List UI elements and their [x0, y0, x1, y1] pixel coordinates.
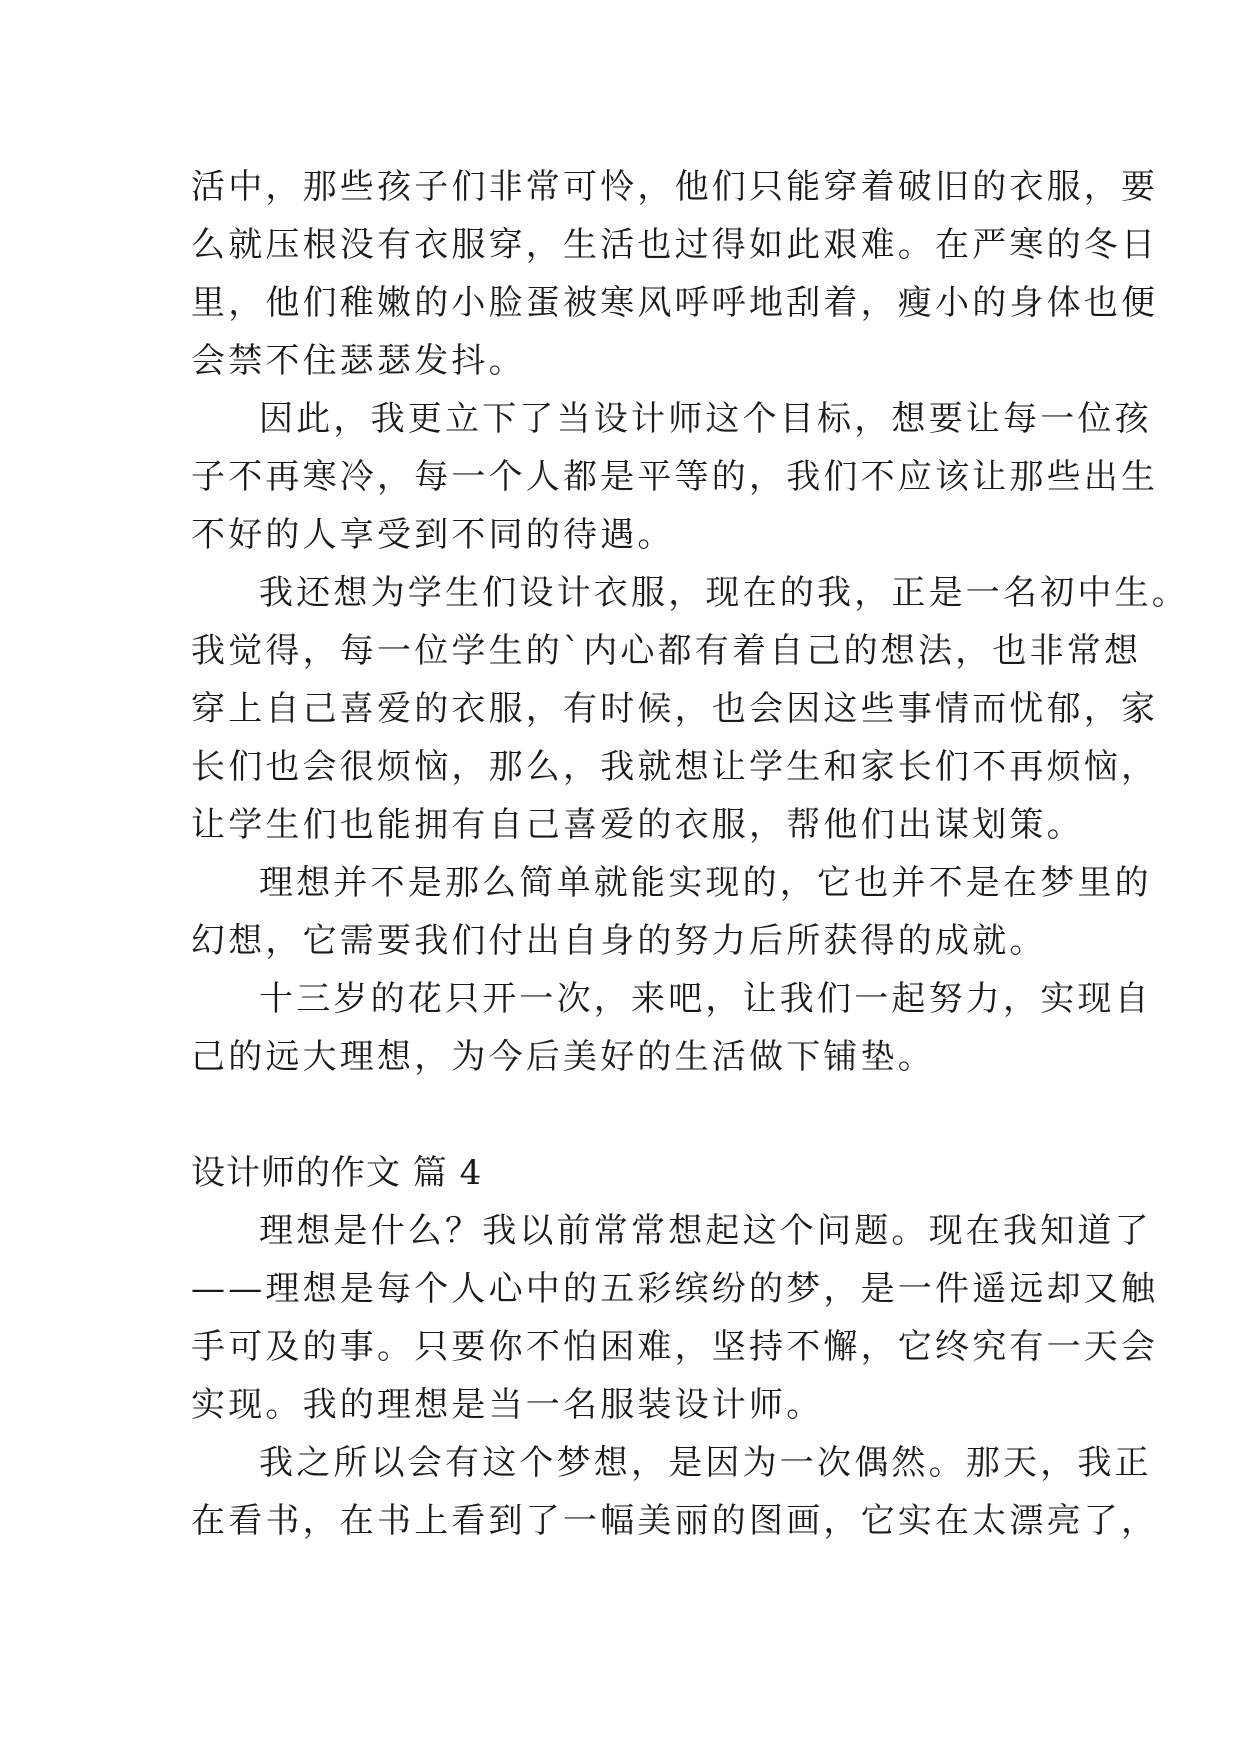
text-line: 十三岁的花只开一次，来吧，让我们一起努力，实现自: [259, 979, 1152, 1019]
text-line: 活中，那些孩子们非常可怜，他们只能穿着破旧的衣服，要: [191, 167, 1159, 207]
text-line: 我还想为学生们设计衣服，现在的我，正是一名初中生。: [259, 573, 1189, 613]
document-page: [191, 158, 1189, 1550]
text-line: 么就压根没有衣服穿，生活也过得如此艰难。在严寒的冬日: [191, 225, 1159, 265]
text-line: 里，他们稚嫩的小脸蛋被寒风呼呼地刮着，瘦小的身体也便: [191, 283, 1159, 323]
section-heading: 设计师的作文 篇 4: [191, 1153, 483, 1193]
text-line: 会禁不住瑟瑟发抖。: [191, 341, 526, 381]
text-line: 长们也会很烦恼，那么，我就想让学生和家长们不再烦恼，: [191, 747, 1159, 787]
paragraph: [191, 1434, 1159, 1550]
text-line: 理想并不是那么简单就能实现的，它也并不是在梦里的: [259, 863, 1152, 903]
paragraph: [191, 970, 1152, 1086]
paragraph: [191, 1202, 1159, 1434]
text-line: 子不再寒冷，每一个人都是平等的，我们不应该让那些出生: [191, 457, 1159, 497]
text-line: 不好的人享受到不同的待遇。: [191, 515, 675, 555]
text-line: ——理想是每个人心中的五彩缤纷的梦，是一件遥远却又触: [191, 1269, 1159, 1309]
paragraph: [191, 854, 1152, 970]
paragraph: [191, 564, 1189, 854]
paragraph: [191, 390, 1159, 564]
text-line: 理想是什么？我以前常常想起这个问题。现在我知道了: [259, 1211, 1152, 1251]
text-line: 幻想，它需要我们付出自身的努力后所获得的成就。: [191, 921, 1047, 961]
text-line: 我之所以会有这个梦想，是因为一次偶然。那天，我正: [259, 1443, 1152, 1483]
text-line: 实现。我的理想是当一名服装设计师。: [191, 1385, 824, 1425]
text-line: 让学生们也能拥有自己喜爱的衣服，帮他们出谋划策。: [191, 805, 1084, 845]
text-line: 因此，我更立下了当设计师这个目标，想要让每一位孩: [259, 399, 1152, 439]
text-line: 穿上自己喜爱的衣服，有时候，也会因这些事情而忧郁，家: [191, 689, 1159, 729]
text-line: 己的远大理想，为今后美好的生活做下铺垫。: [191, 1037, 935, 1077]
text-line: 在看书，在书上看到了一幅美丽的图画，它实在太漂亮了，: [191, 1501, 1159, 1541]
text-line: 手可及的事。只要你不怕困难，坚持不懈，它终究有一天会: [191, 1327, 1159, 1367]
text-line: 我觉得，每一位学生的`内心都有着自己的想法，也非常想: [191, 631, 1142, 671]
paragraph-continuation: [191, 158, 1159, 390]
